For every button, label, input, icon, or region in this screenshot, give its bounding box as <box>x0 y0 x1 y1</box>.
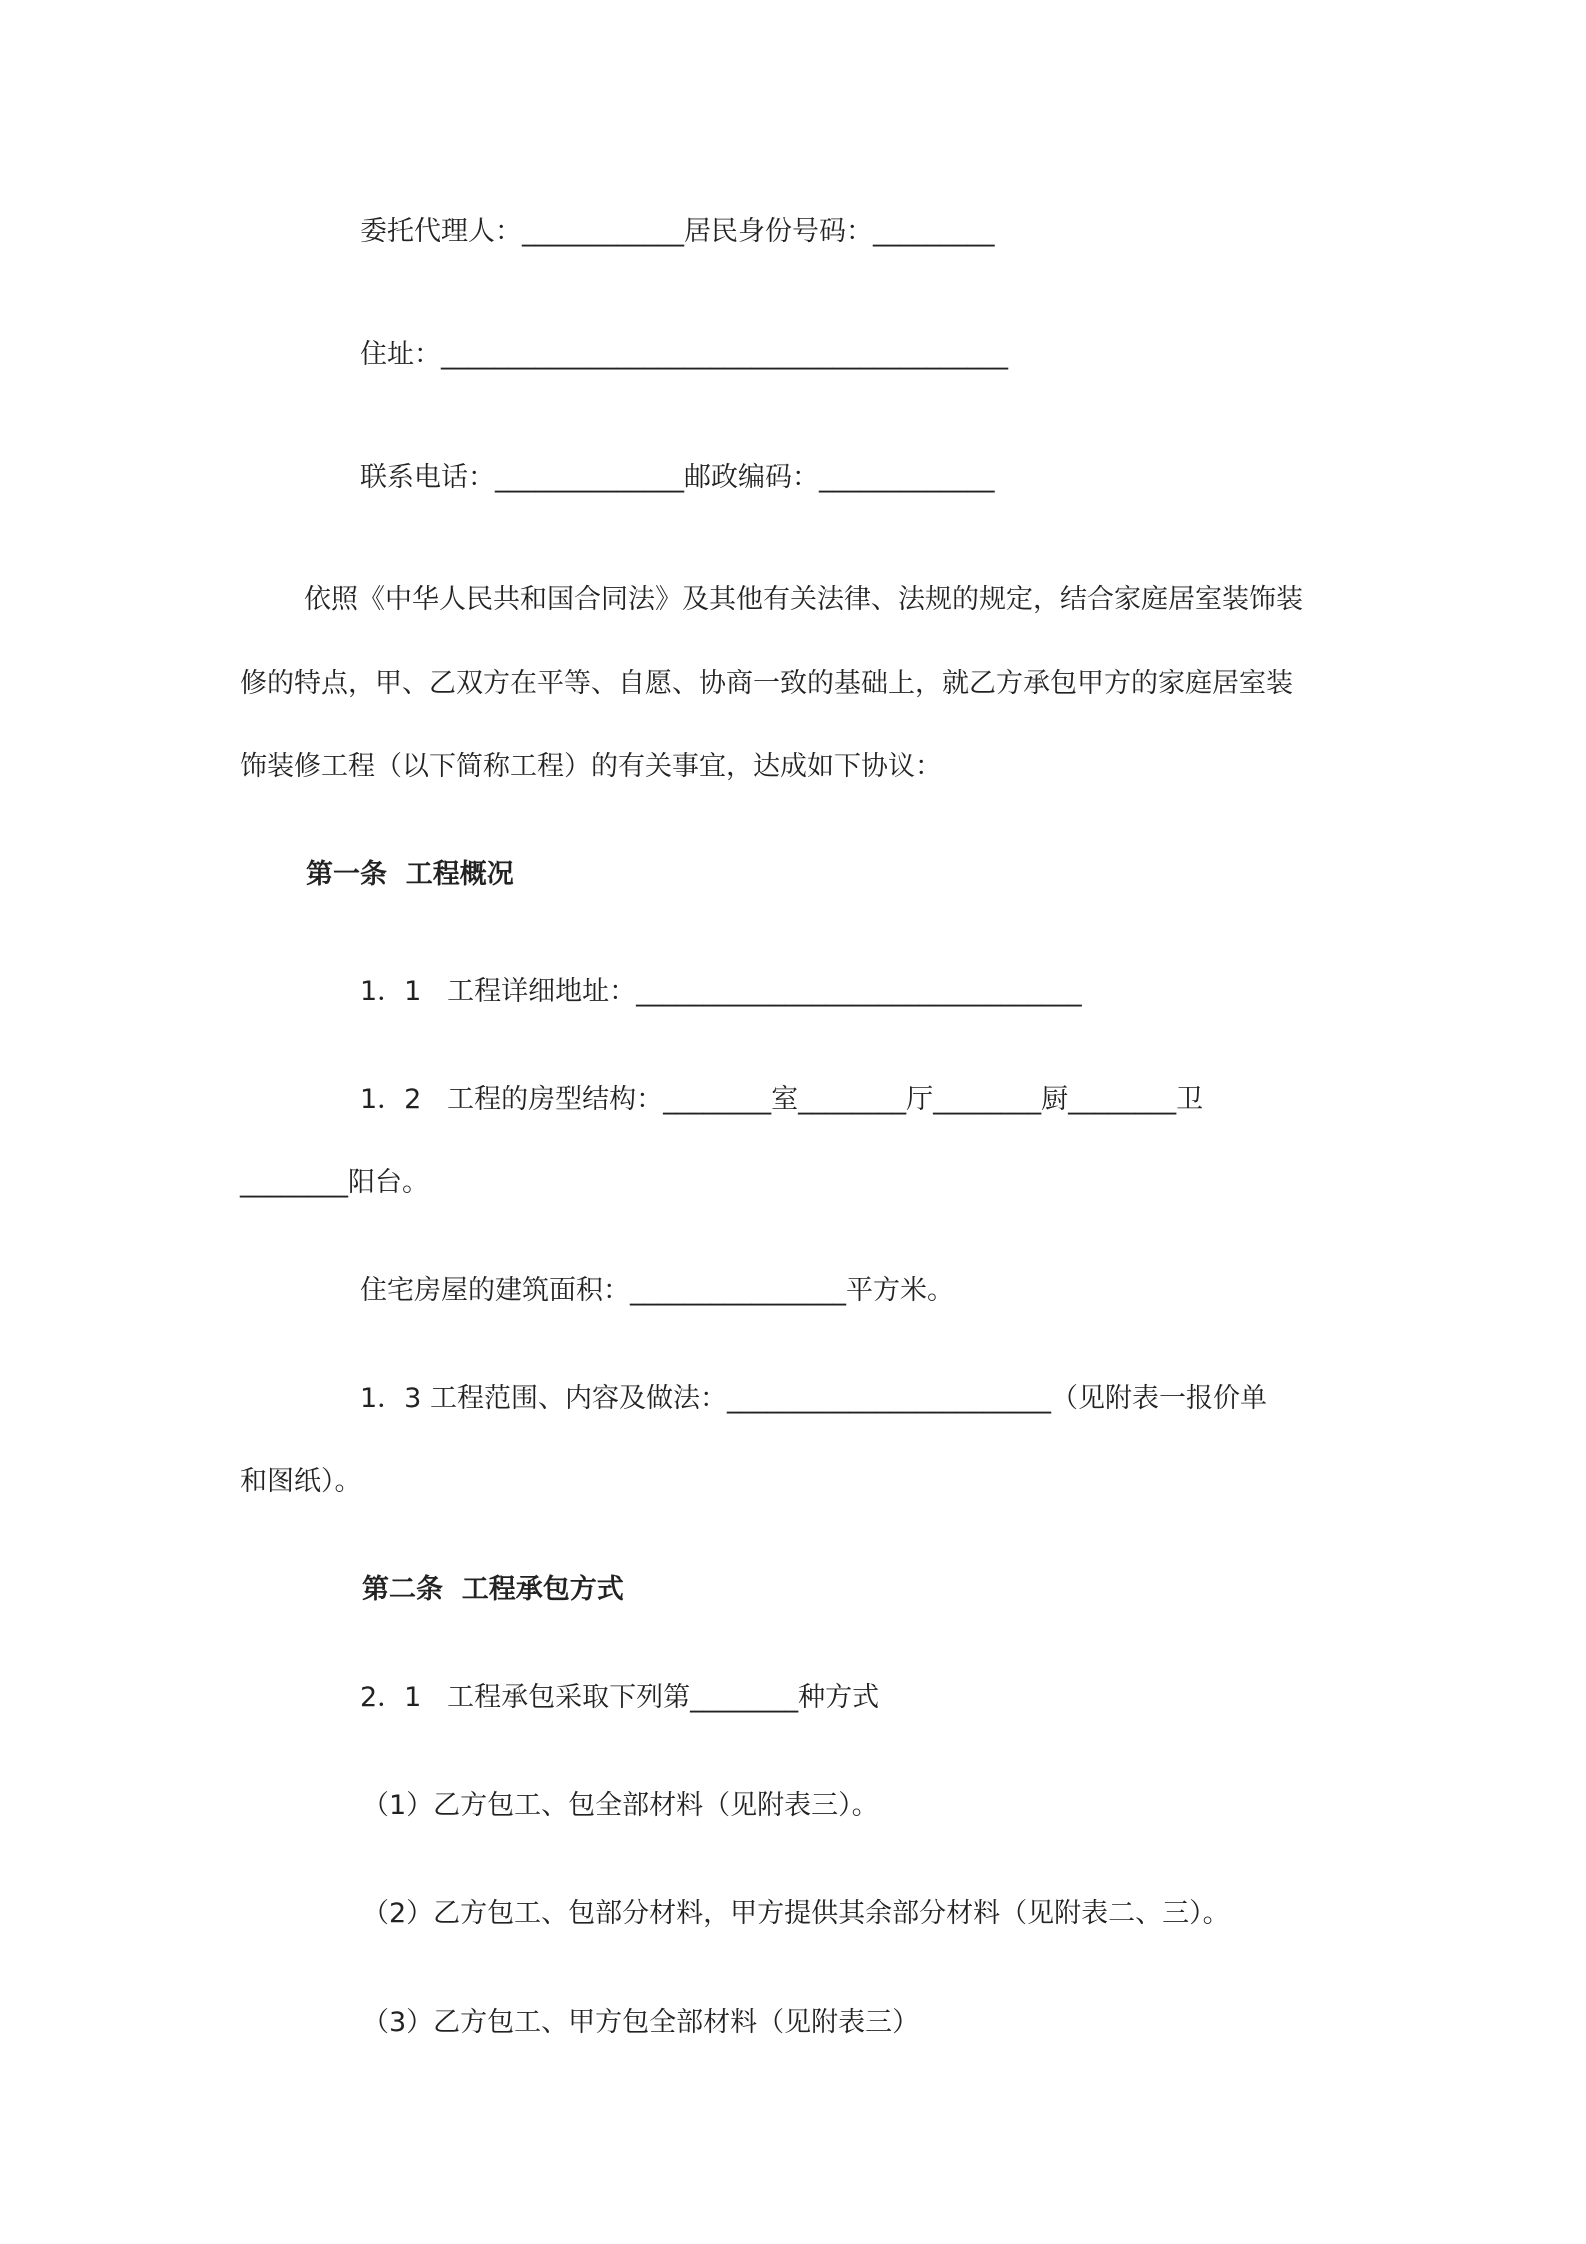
agent-line: 委托代理人：____________居民身份号码：_________ <box>360 216 995 247</box>
preamble-line-2: 修的特点，甲、乙双方在平等、自愿、协商一致的基础上，就乙方承包甲方的家庭居室装 <box>240 668 1293 699</box>
phone-line: 联系电话：______________邮政编码：_____________ <box>360 462 995 493</box>
option-1: （1）乙方包工、包全部材料（见附表三）。 <box>362 1790 879 1821</box>
floor-area-line: 住宅房屋的建筑面积：________________平方米。 <box>360 1275 954 1306</box>
preamble-line-3: 饰装修工程（以下简称工程）的有关事宜，达成如下协议： <box>240 751 942 782</box>
item-1-3-line-2: 和图纸）。 <box>240 1466 362 1497</box>
article-2-heading: 第二条 工程承包方式 <box>362 1574 624 1605</box>
address-line: 住址：__________________________________________ <box>360 339 1008 370</box>
item-1-1: 1．1 工程详细地址：_________________________________ <box>360 976 1082 1007</box>
item-1-2-line-1: 1．2 工程的房型结构：________室________厅________厨________卫 <box>360 1084 1204 1115</box>
article-1-heading: 第一条 工程概况 <box>306 859 514 890</box>
option-3: （3）乙方包工、甲方包全部材料（见附表三） <box>362 2007 920 2038</box>
item-1-2-line-2: ________阳台。 <box>240 1167 429 1198</box>
option-2: （2）乙方包工、包部分材料，甲方提供其余部分材料（见附表二、三）。 <box>362 1898 1230 1929</box>
item-2-1: 2．1 工程承包采取下列第________种方式 <box>360 1682 880 1713</box>
item-1-3-line-1: 1．3 工程范围、内容及做法：________________________（见附表一报价单 <box>360 1383 1267 1414</box>
preamble-line-1: 依照《中华人民共和国合同法》及其他有关法律、法规的规定，结合家庭居室装饰装 <box>304 584 1303 615</box>
